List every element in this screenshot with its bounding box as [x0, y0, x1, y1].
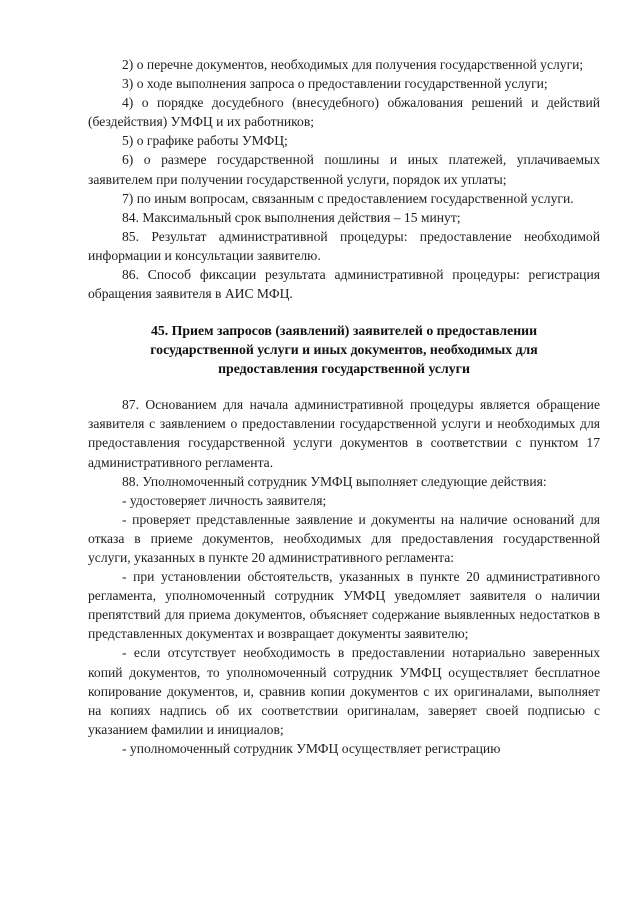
paragraph: 7) по иным вопросам, связанным с предоставлением государственной услуги. — [122, 190, 574, 206]
paragraph: 85. Результат административной процедуры: предоставление необходимой информации и консультации заявителю. — [88, 228, 600, 263]
section-heading: 45. Прием запросов (заявлений) заявителей о предоставлении государственной услуги и иных документов, необходимых для предоставления государственной услуги — [150, 323, 538, 377]
paragraph: 87. Основанием для начала административной процедуры является обращение заявителя с заявлением о предоставлении государственной услуги и необходимых для предоставления государственной услуги документов в соответствии с пунктом 17 административного регламента. — [88, 397, 600, 470]
paragraph: - проверяет представленные заявление и документы на наличие оснований для отказа в приеме документов, необходимых для предоставления государственной услуги, указанных в пункте 20 административного регламента: — [88, 511, 600, 565]
paragraph: 86. Способ фиксации результата административной процедуры: регистрация обращения заявителя в АИС МФЦ. — [88, 267, 600, 302]
paragraphs-bottom — [88, 395, 600, 758]
paragraph: 6) о размере государственной пошлины и иных платежей, уплачиваемых заявителем при получении государственной услуги, порядок их уплаты; — [88, 152, 600, 187]
paragraph: - если отсутствует необходимость в предоставлении нотариально заверенных копий документов, то уполномоченный сотрудник УМФЦ осуществляет бесплатное копирование документов, и, сравнив копии документов с их оригиналами, выполняет на копиях надпись об их соответствии оригиналам, заверяет своей подписью с указанием фамилии и инициалов; — [88, 645, 600, 737]
paragraph: 5) о графике работы УМФЦ; — [122, 133, 288, 149]
paragraph: - удостоверяет личность заявителя; — [122, 492, 327, 508]
paragraph: 88. Уполномоченный сотрудник УМФЦ выполняет следующие действия: — [122, 473, 547, 489]
paragraph: 4) о порядке досудебного (внесудебного) обжалования решений и действий (бездействия) УМФЦ и их работников; — [88, 95, 600, 130]
paragraph: 84. Максимальный срок выполнения действия – 15 минут; — [122, 209, 461, 225]
paragraph: - уполномоченный сотрудник УМФЦ осуществляет регистрацию — [122, 740, 501, 756]
paragraph: - при установлении обстоятельств, указанных в пункте 20 административного регламента, уполномоченный сотрудник УМФЦ уведомляет заявителя о наличии препятствий для приема документов, объясняет содержание выявленных недостатков в представленных документах и возвращает документы заявителю; — [88, 569, 600, 642]
paragraph: 2) о перечне документов, необходимых для получения государственной услуги; — [122, 57, 584, 72]
paragraph: 3) о ходе выполнения запроса о предоставлении государственной услуги; — [122, 76, 548, 92]
paragraphs-top — [88, 55, 600, 303]
